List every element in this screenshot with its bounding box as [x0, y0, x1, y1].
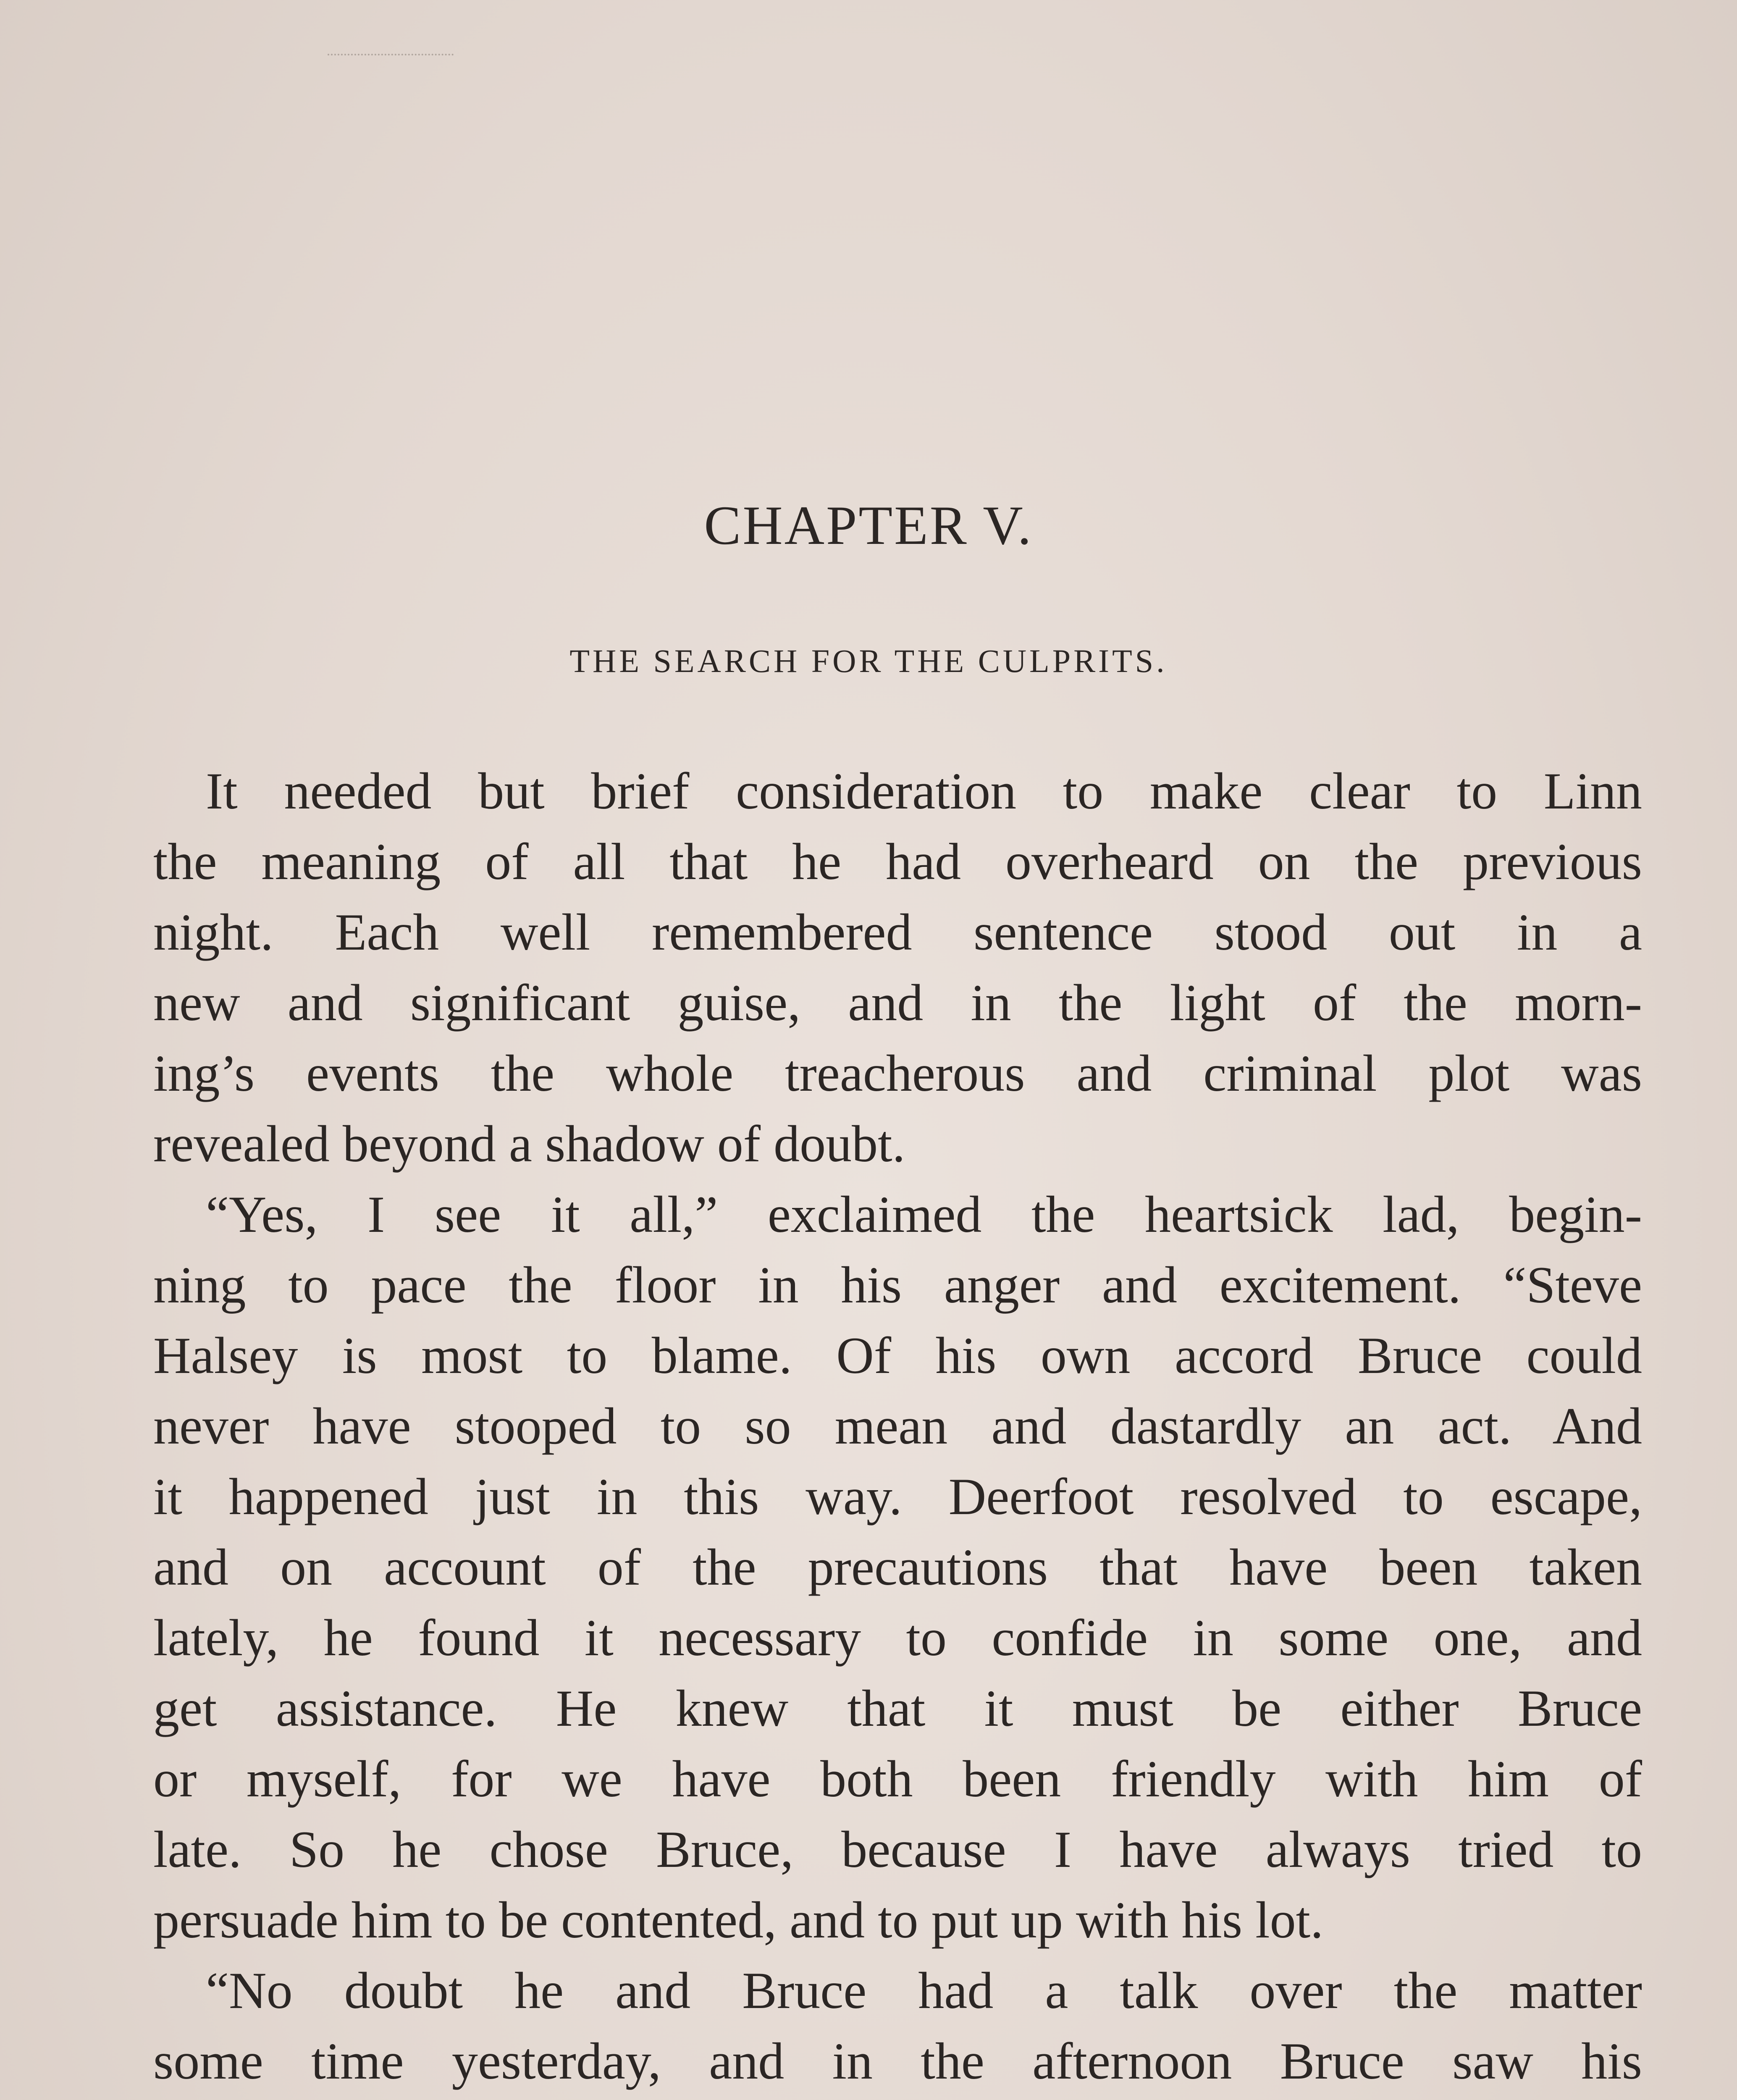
text-line: get assistance. He knew that it must be either Bruce: [153, 1680, 1642, 1737]
text-line: “No doubt he and Bruce had a talk over the matter: [206, 1962, 1642, 2019]
text-line: Halsey is most to blame. Of his own accord Bruce could: [153, 1327, 1642, 1384]
chapter-subtitle: THE SEARCH FOR THE CULPRITS.: [569, 643, 1168, 679]
text-line: new and significant guise, and in the light of the morn-: [153, 974, 1642, 1032]
text-line: and on account of the precautions that have been taken: [153, 1538, 1642, 1596]
text-line: late. So he chose Bruce, because I have always tried to: [153, 1821, 1642, 1878]
text-line: ning to pace the floor in his anger and excitement. “Steve: [153, 1256, 1642, 1314]
text-line: or myself, for we have both been friendly with him of: [153, 1750, 1642, 1808]
text-line: revealed beyond a shadow of doubt.: [153, 1115, 905, 1173]
text-line: night. Each well remembered sentence stood out in a: [153, 903, 1642, 961]
text-line: it happened just in this way. Deerfoot resolved to escape,: [153, 1468, 1642, 1525]
text-line: [153, 2097, 1642, 2100]
page-edge-mark: [328, 54, 454, 61]
body-text: [153, 756, 1642, 2100]
text-line: persuade him to be contented, and to put up with his lot.: [153, 1891, 1324, 1949]
chapter-title: CHAPTER V.: [704, 494, 1033, 556]
text-line: ing’s events the whole treacherous and criminal plot was: [153, 1045, 1642, 1102]
text-line: It needed but brief consideration to make clear to Linn: [206, 762, 1642, 820]
text-line: never have stooped to so mean and dastardly an act. And: [153, 1397, 1642, 1455]
text-line: the meaning of all that he had overheard on the previous: [153, 833, 1642, 890]
text-line: “Yes, I see it all,” exclaimed the heartsick lad, begin-: [206, 1186, 1642, 1243]
text-line: some time yesterday, and in the afternoon Bruce saw his: [153, 2032, 1642, 2090]
text-line: lately, he found it necessary to confide in some one, and: [153, 1609, 1642, 1667]
